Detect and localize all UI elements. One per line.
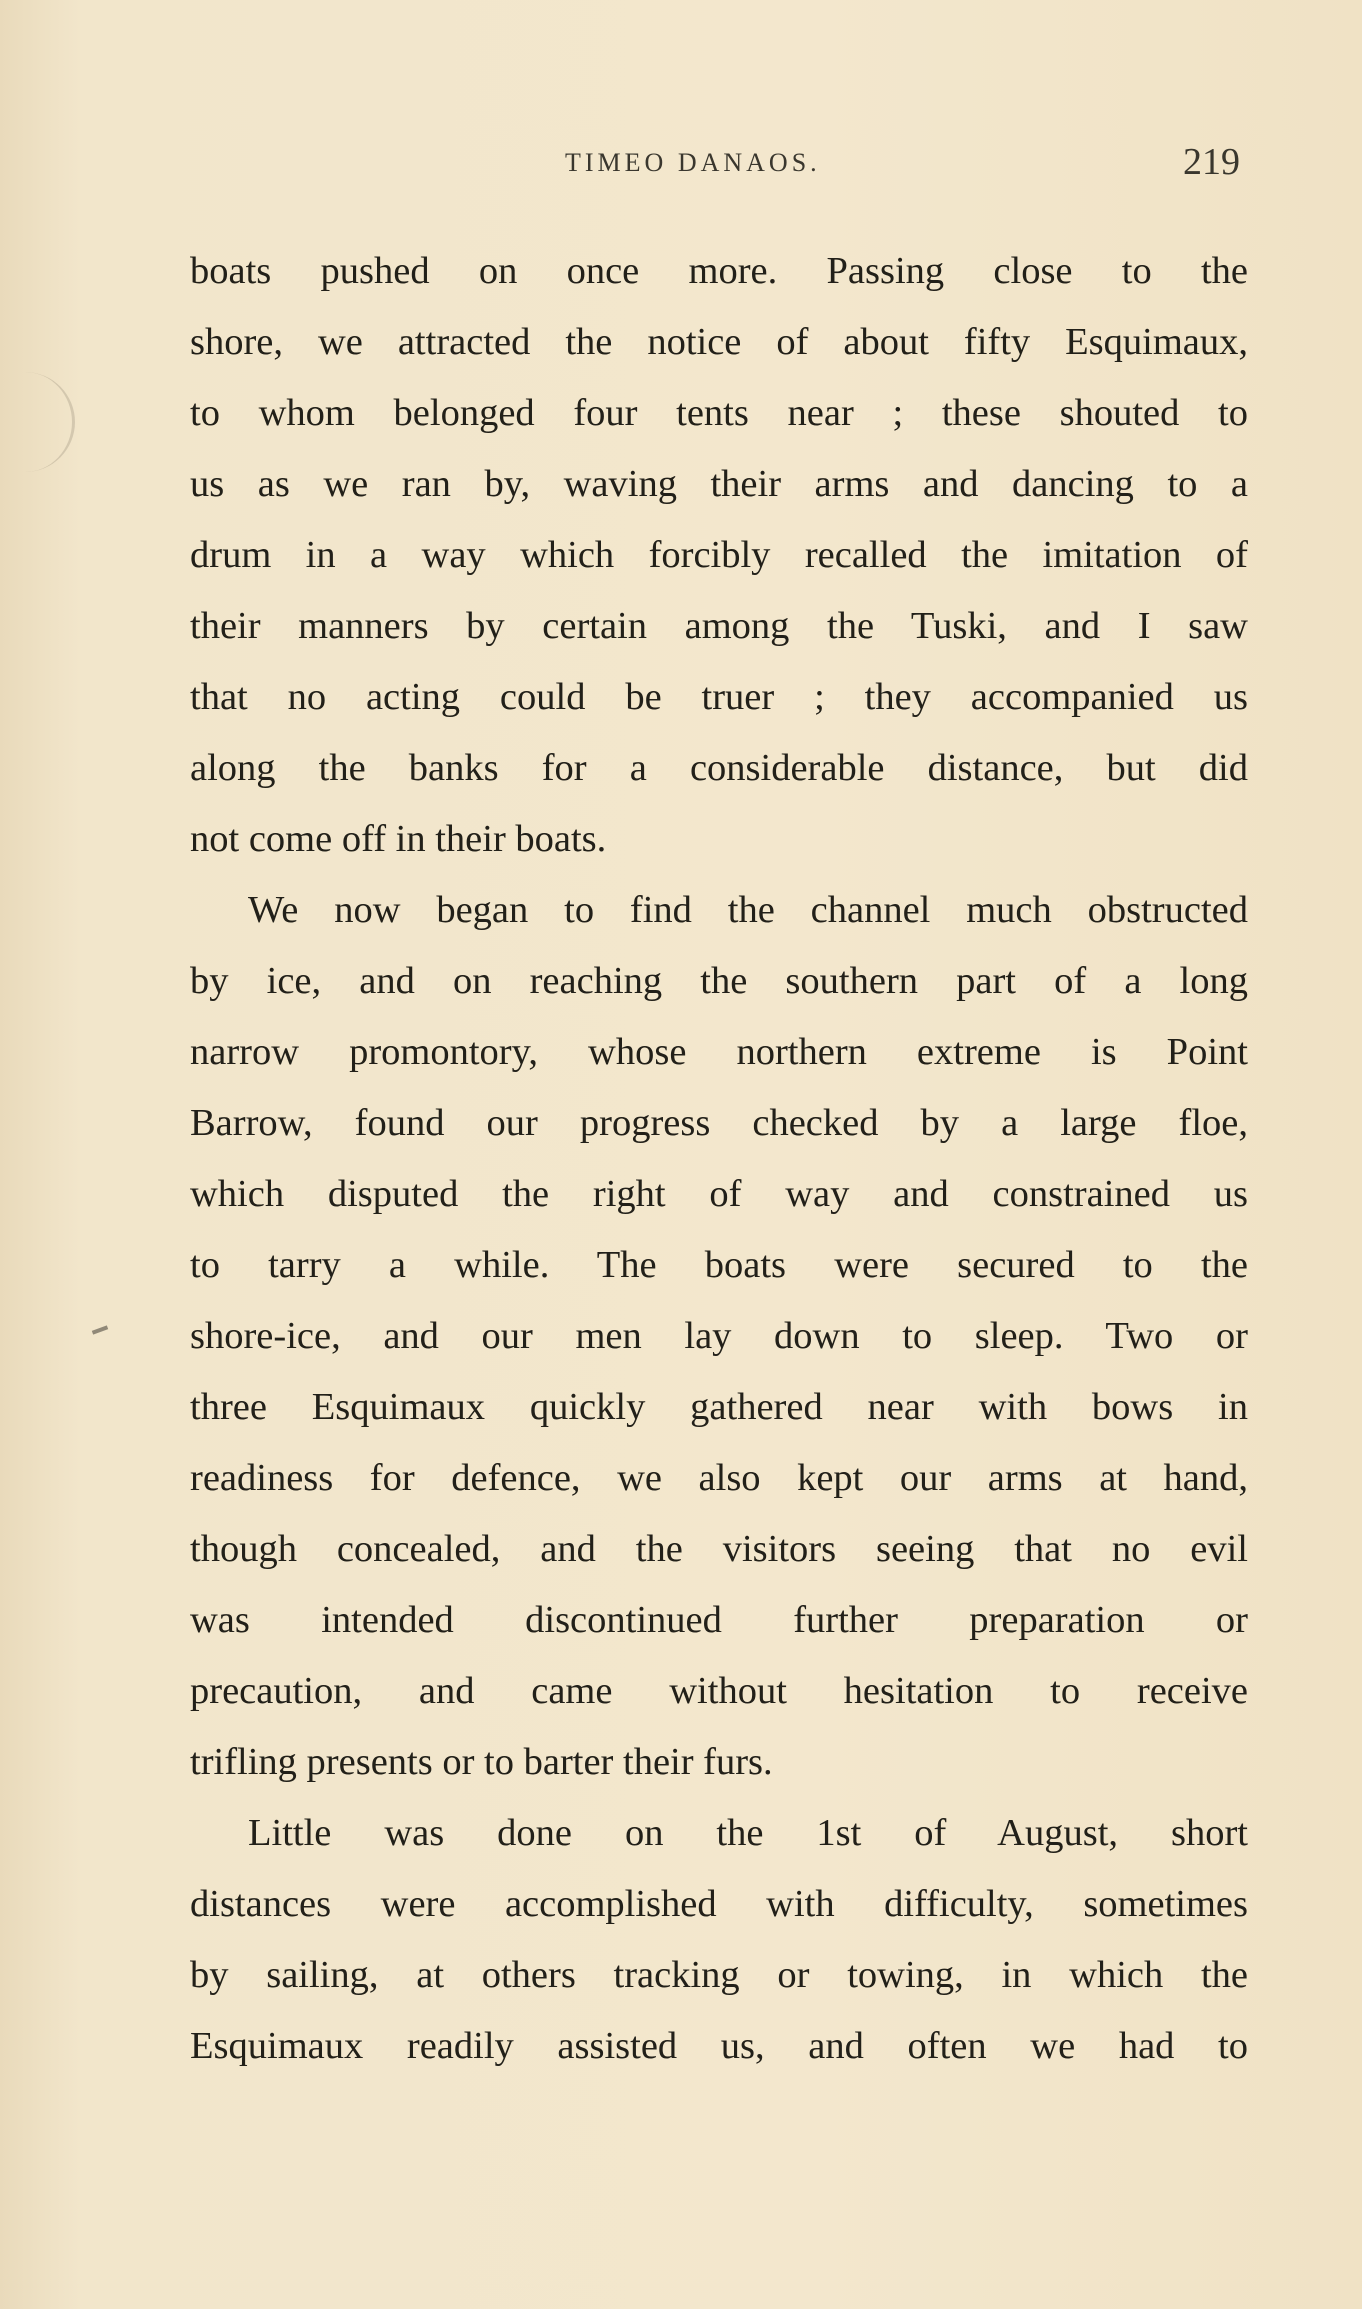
text-line: along the banks for a considerable distance, but did: [190, 747, 1248, 789]
text-line: which disputed the right of way and constrained us: [190, 1173, 1248, 1215]
text-line: narrow promontory, whose northern extreme is Point: [190, 1031, 1248, 1073]
page-number: 219: [1183, 141, 1240, 183]
text-line: drum in a way which forcibly recalled the imitation of: [190, 534, 1248, 576]
margin-tick-mark: [92, 1325, 108, 1334]
text-line: precaution, and came without hesitation to receive: [190, 1670, 1248, 1712]
page-header: [190, 138, 1240, 188]
text-line: Esquimaux readily assisted us, and often we had to: [190, 2025, 1248, 2067]
text-line: distances were accomplished with difficulty, sometimes: [190, 1883, 1248, 1925]
text-line: to whom belonged four tents near ; these shouted to: [190, 392, 1248, 434]
running-title: TIMEO DANAOS.: [565, 148, 821, 177]
text-line: trifling presents or to barter their furs.: [190, 1741, 773, 1783]
text-line: boats pushed on once more. Passing close to the: [190, 250, 1248, 292]
text-line: three Esquimaux quickly gathered near with bows in: [190, 1386, 1248, 1428]
paragraph-first-line: We now began to find the channel much obstructed: [248, 889, 1248, 931]
text-line: to tarry a while. The boats were secured to the: [190, 1244, 1248, 1286]
margin-bracket-mark: [0, 372, 75, 472]
text-line: shore-ice, and our men lay down to sleep. Two or: [190, 1315, 1248, 1357]
text-line: was intended discontinued further preparation or: [190, 1599, 1248, 1641]
text-line: shore, we attracted the notice of about fifty Esquimaux,: [190, 321, 1248, 363]
text-line: Barrow, found our progress checked by a large floe,: [190, 1102, 1248, 1144]
body-text: [190, 236, 1248, 2082]
text-line: not come off in their boats.: [190, 818, 607, 860]
text-line: their manners by certain among the Tuski, and I saw: [190, 605, 1248, 647]
text-line: us as we ran by, waving their arms and dancing to a: [190, 463, 1248, 505]
text-line: though concealed, and the visitors seeing that no evil: [190, 1528, 1248, 1570]
paragraph-first-line: Little was done on the 1st of August, short: [248, 1812, 1248, 1854]
text-line: by sailing, at others tracking or towing, in which the: [190, 1954, 1248, 1996]
text-line: by ice, and on reaching the southern part of a long: [190, 960, 1248, 1002]
text-line: that no acting could be truer ; they accompanied us: [190, 676, 1248, 718]
text-line: readiness for defence, we also kept our arms at hand,: [190, 1457, 1248, 1499]
